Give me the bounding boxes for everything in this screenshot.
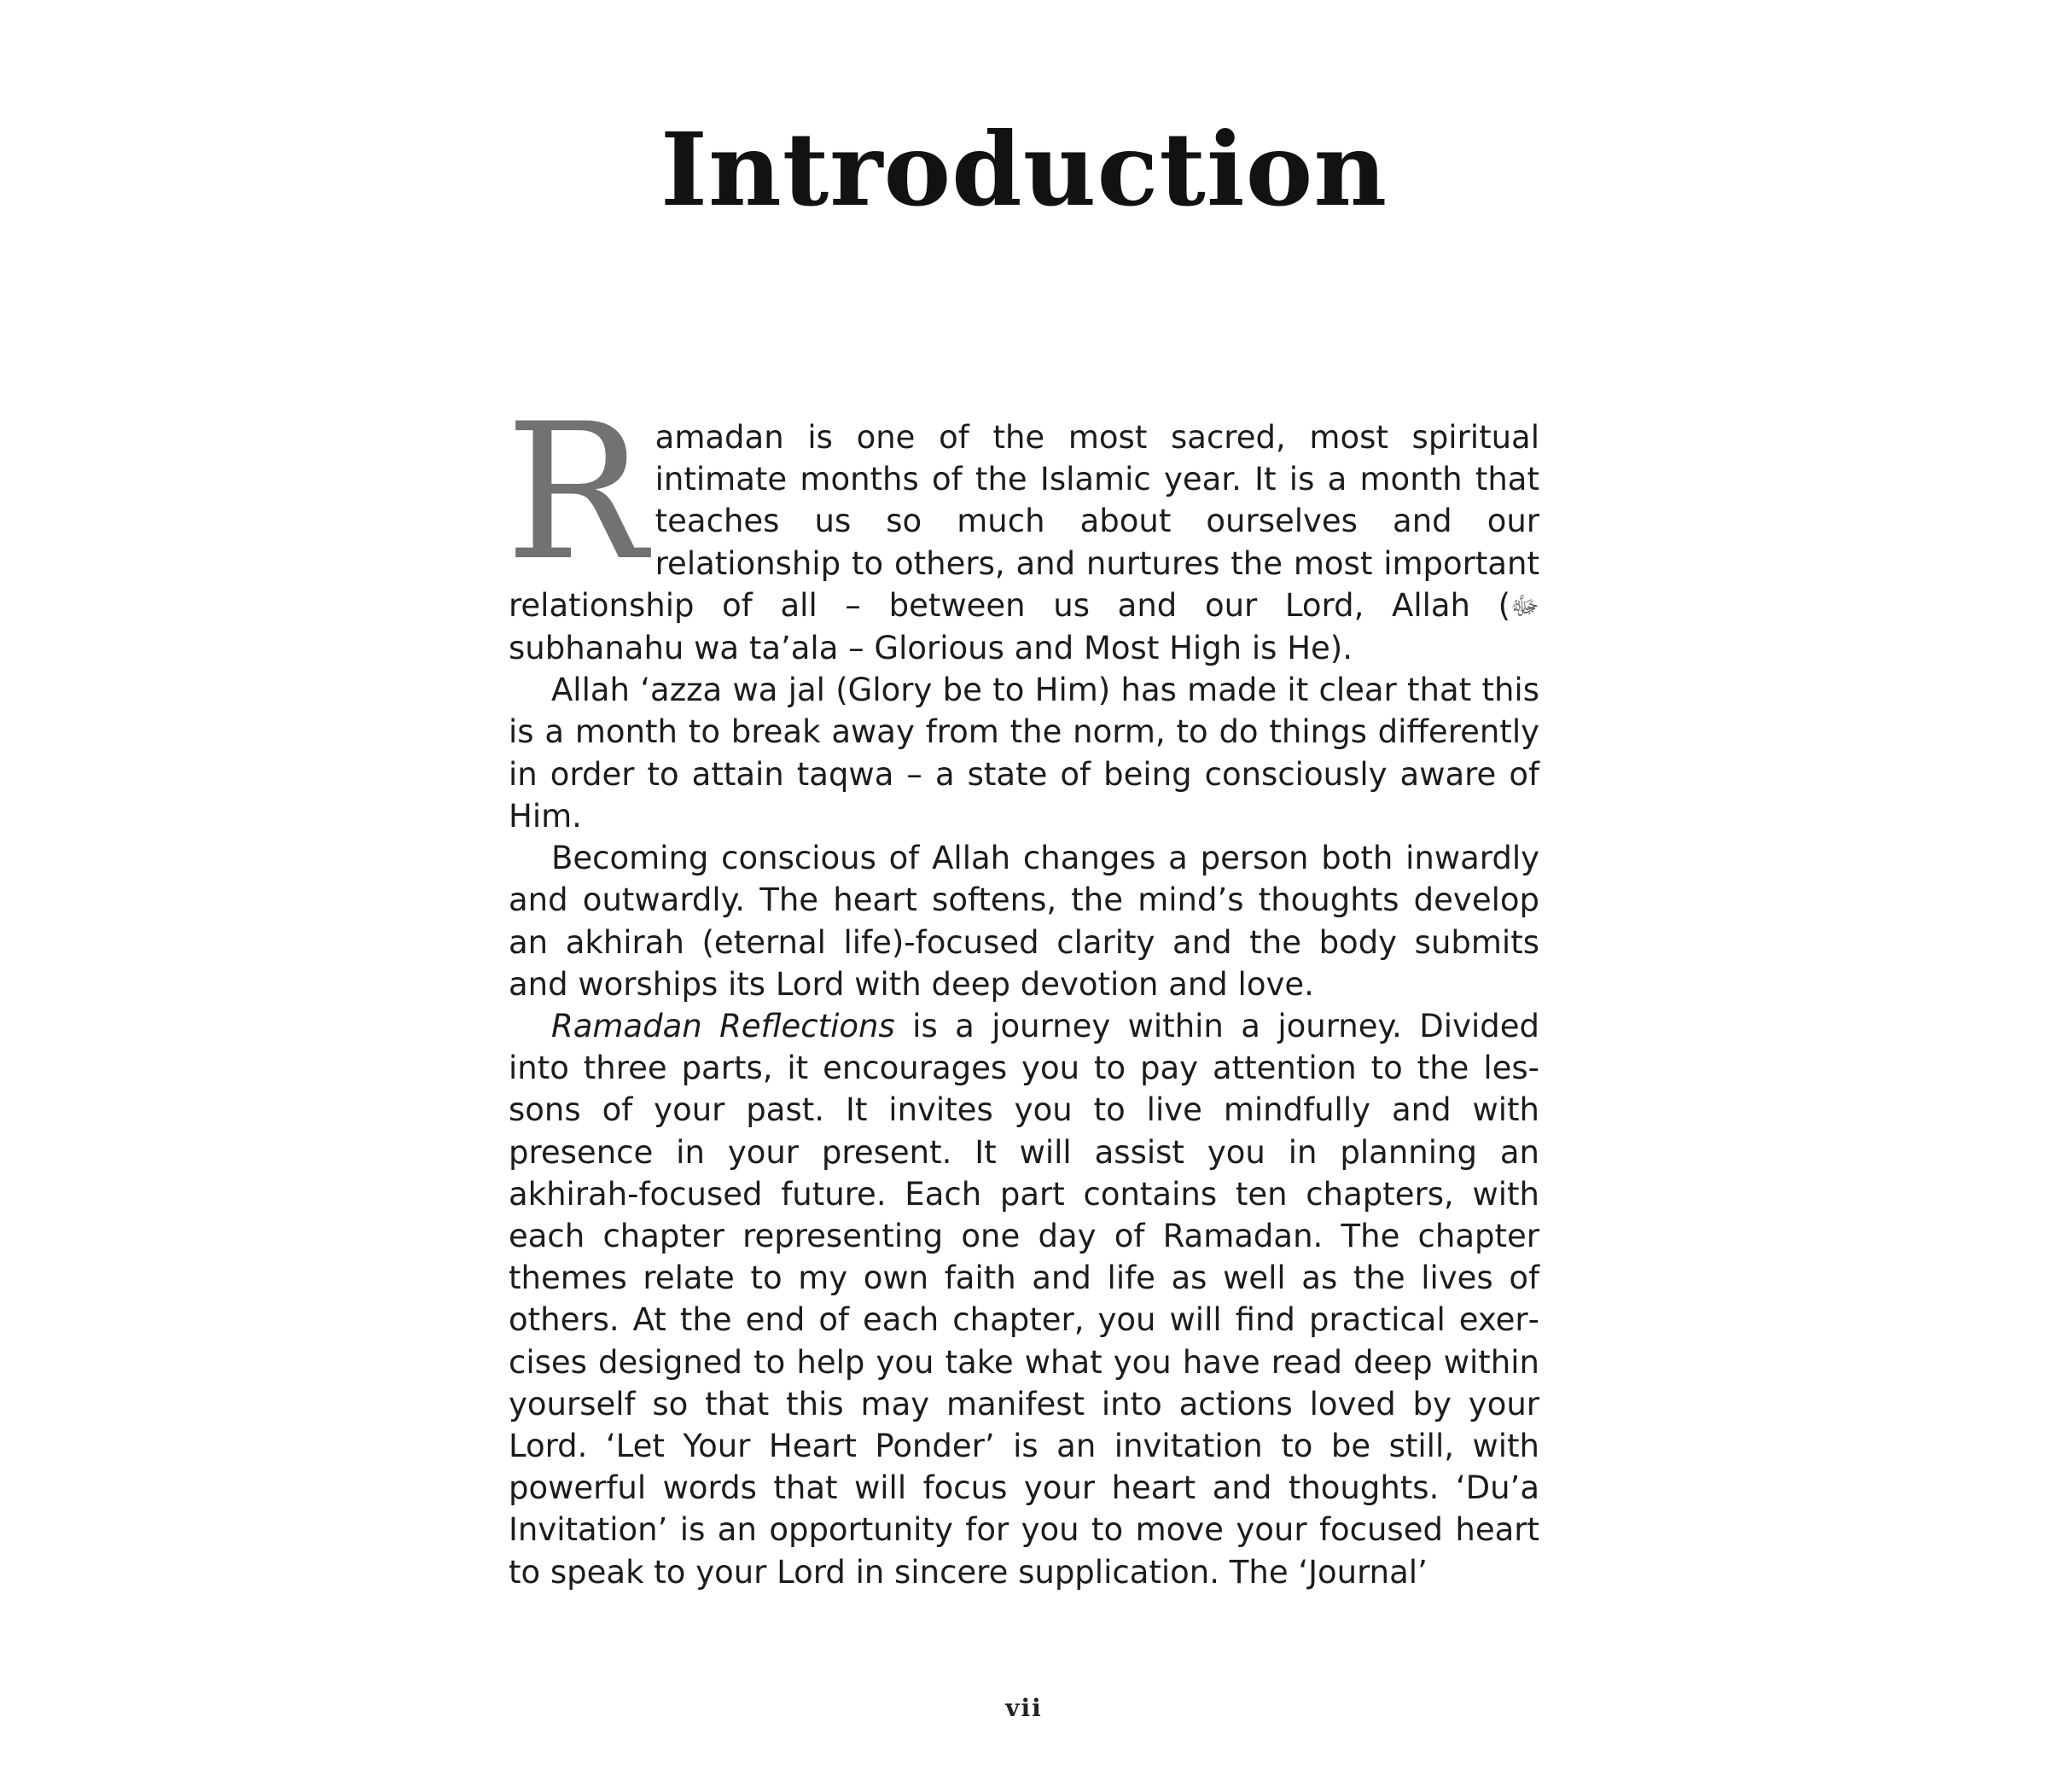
paragraph-1 [505, 383, 1539, 669]
drop-cap: R [505, 383, 647, 602]
paragraph-4-text: is a journey within a journey. Divided into three parts, it encourages you to pay attention to the lessons of your past. It invites you to live mindfully and with presence in your present. It will assist you in planning an akhirah-focused future. Each part contains ten chapters, with each chapter representing one day of Ramadan. The chapter themes relate to my own faith and life as well as the lives of others. At the end of each chapter, you will find practical exercises designed to help you take what you have read deep within yourself so that this may manifest into actions loved by your Lord. ‘Let Your Heart Ponder’ is an invitation to be still, with powerful words that will focus your heart and thoughts. ‘Du’a Invitation’ is an opportunity for you to move your focused heart to speak to your Lord in sincere supplication. The ‘Journal’ [509, 1007, 1539, 1591]
page-number: vii [1005, 1694, 1043, 1722]
book-title-italic: Ramadan Reflections [551, 1007, 895, 1044]
body-text [505, 383, 1539, 1593]
honorific-glyph-icon: ﷻ [1510, 591, 1539, 621]
paragraph-1-text-a: amadan is one of the most sacred, most spiritual intimate months of the Islamic year. It is a month that teaches us so much about ourselves and our relationship to others, and nurtures the most important relationship of all – between us and our Lord, Allah ( [509, 419, 1539, 624]
paragraph-2: Allah ‘azza wa jal (Glory be to Him) has made it clear that this is a month to break away from the norm, to do things differently in order to attain taqwa – a state of being consciously aware of Him. [509, 672, 1539, 835]
paragraph-1-text-b: subhanahu wa ta’ala – Glorious and Most High is He). [509, 630, 1353, 667]
paragraph-4 [509, 1005, 1539, 1593]
paragraph-3: Becoming conscious of Allah changes a person both inwardly and outwardly. The heart softens, the mind’s thoughts develop an akhirah (eternal life)-focused clarity and the body submits and worships its Lord with deep devotion and love. [509, 840, 1539, 1003]
chapter-title: Introduction [660, 110, 1388, 229]
